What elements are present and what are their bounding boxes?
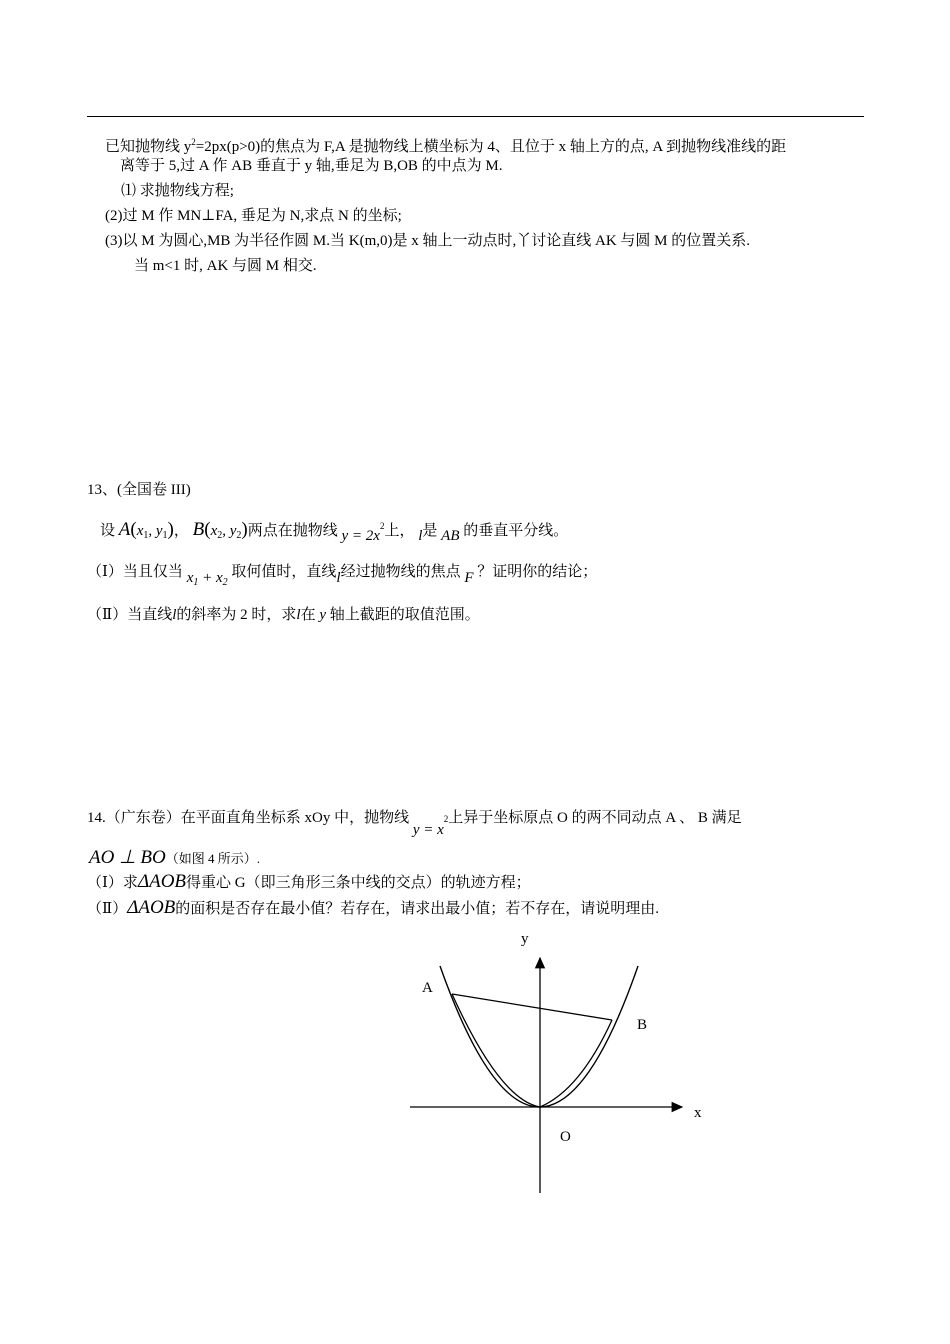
problem12-question3: (3)以 M 为圆心,MB 为半径作圆 M.当 K(m,0)是 x 轴上一动点时,丫讨论直线 AK 与圆 M 的位置关系. [105, 233, 751, 249]
problem14-question2: （Ⅱ）ΔAOB的面积是否存在最小值？若存在，请求出最小值；若不存在，请说明理由. [87, 897, 660, 918]
problem14-line2: AO ⊥ BO（如图 4 所示）. [89, 847, 260, 868]
problem14-line1: 14.（广东卷）在平面直角坐标系 xOy 中，抛物线 $y = x^2$上异于坐标原点 O 的两不同动点 A 、 B 满足 [87, 810, 742, 838]
header-rule [87, 116, 864, 117]
problem12-line2: 离等于 5,过 A 作 AB 垂直于 y 轴,垂足为 B,OB 的中点为 M. [120, 158, 503, 174]
parabola-curve [440, 966, 638, 1107]
y-axis-label: y [521, 931, 529, 947]
origin-label: O [560, 1129, 571, 1145]
problem13-title: 13、(全国卷 III) [87, 482, 191, 498]
point-A-label: A [422, 980, 433, 996]
problem13-statement: 设 $A(x_1$, $y_1$)， $B(x_2$, $y_2$)两点在抛物线 $y = 2x^2$上， l是 AB 的垂直平分线。 [100, 519, 569, 544]
problem12-line1: 已知抛物线 $y^2=2px(p>0)$的焦点为 F,A 是抛物线上横坐标为 4、且位于 x 轴上方的点, A 到抛物线准线的距 [105, 137, 787, 155]
x-axis-label: x [694, 1105, 702, 1121]
segment-BO [540, 1020, 612, 1107]
segment-AO [452, 994, 540, 1107]
problem13-question2: （Ⅱ）当直线l的斜率为 2 时，求l在 y 轴上截距的取值范围。 [87, 607, 480, 623]
problem12-answer: 当 m<1 时, AK 与圆 M 相交. [134, 258, 317, 274]
problem14-question1: （Ⅰ）求ΔAOB得重心 G（即三角形三条中线的交点）的轨迹方程； [87, 871, 531, 892]
segment-AB [452, 994, 612, 1020]
point-B-label: B [637, 1017, 648, 1033]
problem12-question1: ⑴ 求抛物线方程; [121, 183, 234, 199]
problem12-question2: (2)过 M 作 MN⊥FA, 垂足为 N,求点 N 的坐标; [105, 208, 402, 224]
problem13-question1: （Ⅰ）当且仅当 $x_1 + x_2$ 取何值时，直线l经过抛物线的焦点 F ？证明你的结论； [87, 564, 598, 588]
